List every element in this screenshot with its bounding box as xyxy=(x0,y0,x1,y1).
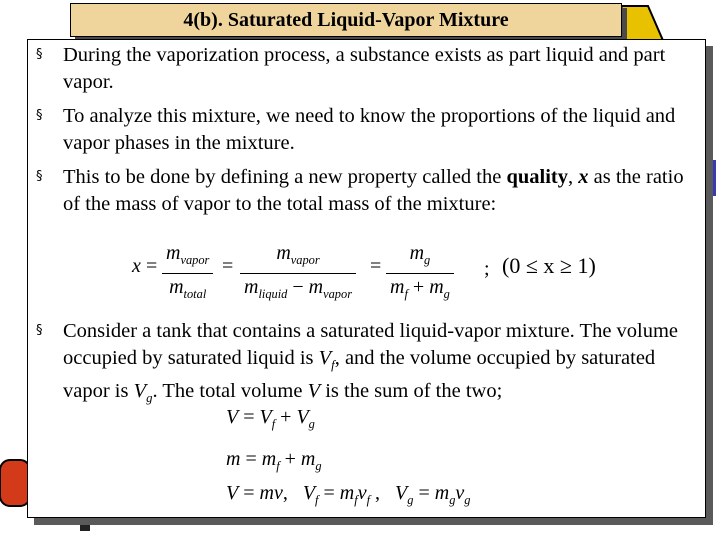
bullet-text: During the vaporization process, a substance exists as part liquid and part vapor. xyxy=(63,44,666,93)
bullet-tank-volume xyxy=(36,318,696,412)
bullet-marker: § xyxy=(36,108,43,123)
eq-lhs: x xyxy=(132,255,141,277)
fraction-g-sum: $\frac{m_g}{m_f + m_g}$ xyxy=(386,240,454,307)
bullet-text: This to be done by defining a new property called the quality, x as the ratio of the mass of vapor to the total mass of the mixture: xyxy=(63,166,684,215)
content-panel xyxy=(27,39,706,518)
bullet-text: Consider a tank that contains a saturated liquid-vapor mixture. The volume occupied by saturated liquid is $V_f$, and the volume occupied by saturated vapor is $V_g$. The total volume V is the sum of the two; xyxy=(63,320,679,406)
fraction-vapor-sum: $m_{vapor}$ $m_{liquid} - m_{vapor}$ xyxy=(240,240,356,307)
bullet-marker: § xyxy=(36,323,43,338)
eq-sign: = xyxy=(222,255,234,277)
eq-sign: = xyxy=(146,255,158,277)
bullet-marker: § xyxy=(36,169,43,184)
slide-title: 4(b). Saturated Liquid-Vapor Mixture xyxy=(70,3,622,37)
quality-range: (0 ≤ x ≥ 1) xyxy=(502,253,596,278)
clipart-red-tab xyxy=(0,460,30,506)
mass-sum-equation: $m = m_f + m_g$ xyxy=(226,448,322,473)
fraction-vapor-total: $m_{vapor}$ $m_{total}$ xyxy=(162,240,213,307)
bullet-proportions xyxy=(36,103,696,156)
eq-separator: ; xyxy=(484,258,490,280)
bullet-marker: § xyxy=(36,47,43,62)
bullet-vaporization xyxy=(36,42,696,95)
specific-volume-equation: V = mv, $V_f = m_fv_f$ , $V_g = m_gv_g$ xyxy=(226,482,471,507)
eq-sign: = xyxy=(370,255,382,277)
bullet-text: To analyze this mixture, we need to know the proportions of the liquid and vapor phases in the mixture. xyxy=(63,105,676,154)
quality-symbol: x xyxy=(578,166,589,188)
quality-term: quality xyxy=(506,166,568,188)
volume-sum-equation: $V = V_f + V_g$ xyxy=(226,406,315,431)
bullet-quality-definition xyxy=(36,164,696,217)
quality-equation xyxy=(132,236,612,300)
